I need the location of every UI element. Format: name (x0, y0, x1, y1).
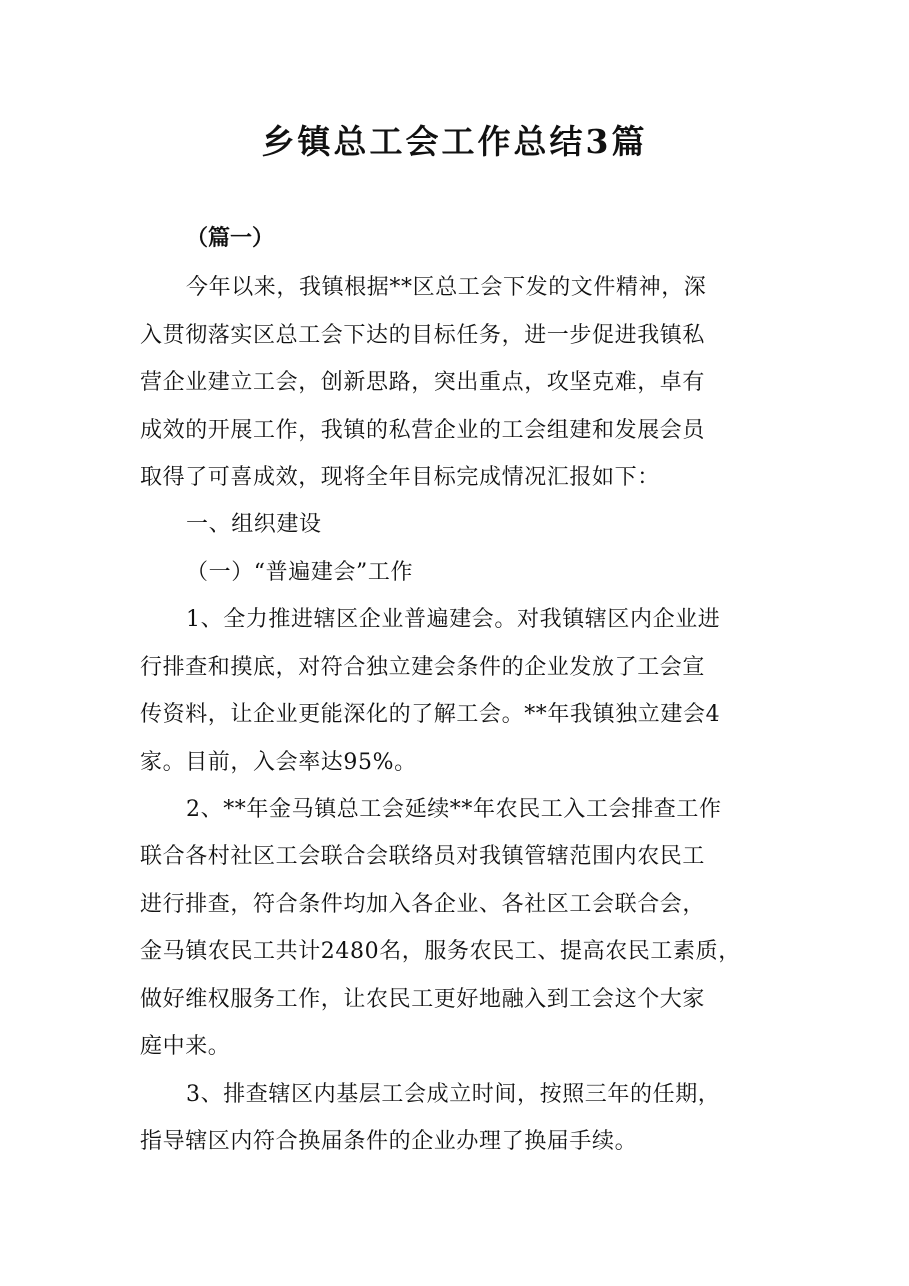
paragraph-line: 今年以来，我镇根据**区总工会下发的文件精神，深 (186, 275, 707, 300)
paragraph-line: 1、全力推进辖区企业普遍建会。对我镇辖区内企业进 (186, 607, 721, 632)
paragraph-line: 家。目前，入会率达95%。 (140, 750, 417, 775)
paragraph-line: 营企业建立工会，创新思路，突出重点，攻坚克难，卓有 (140, 370, 706, 395)
paragraph-line: 联合各村社区工会联合会联络员对我镇管辖范围内农民工 (140, 844, 706, 869)
paragraph-line: 入贯彻落实区总工会下达的目标任务，进一步促进我镇私 (140, 323, 706, 348)
subsection-heading: 一、组织建设 (186, 512, 322, 537)
paragraph-line: 2、**年金马镇总工会延续**年农民工入工会排查工作 (186, 797, 722, 822)
section-heading: （篇一） (186, 225, 275, 251)
subsection-heading: （一）“普遍建会”工作 (186, 560, 414, 585)
paragraph-line: 庭中来。 (140, 1034, 231, 1059)
paragraph-line: 行排查和摸底，对符合独立建会条件的企业发放了工会宣 (140, 655, 706, 680)
paragraph-line: 金马镇农民工共计2480名，服务农民工、提高农民工素质， (140, 939, 741, 964)
paragraph-line: 成效的开展工作，我镇的私营企业的工会组建和发展会员 (140, 418, 706, 443)
paragraph-line: 传资料，让企业更能深化的了解工会。**年我镇独立建会4 (140, 702, 721, 727)
paragraph-line: 3、排查辖区内基层工会成立时间，按照三年的任期， (186, 1082, 721, 1107)
paragraph-line: 进行排查，符合条件均加入各企业、各社区工会联合会， (140, 892, 706, 917)
paragraph-line: 做好维权服务工作，让农民工更好地融入到工会这个大家 (140, 987, 706, 1012)
paragraph-line: 指导辖区内符合换届条件的企业办理了换届手续。 (140, 1129, 638, 1154)
paragraph-line: 取得了可喜成效，现将全年目标完成情况汇报如下： (140, 465, 660, 490)
document-title: 乡镇总工会工作总结3篇 (261, 122, 648, 161)
